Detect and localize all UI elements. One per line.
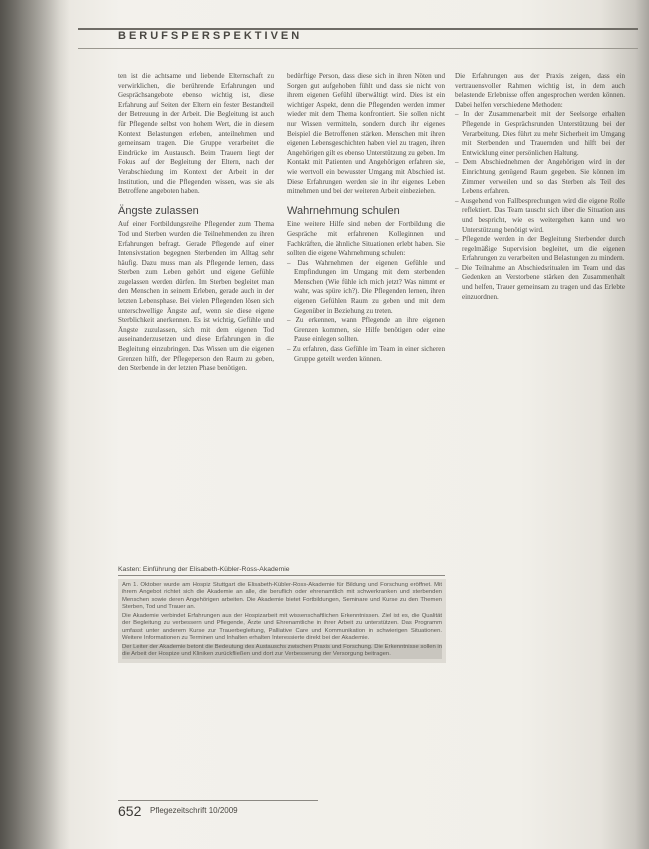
paragraph: Eine weitere Hilfe sind neben der Fortbildung die Gespräche mit erfahrenen Kolleginnen und Fachkräften, die ähnliche Situationen erlebt haben. Sie sollten die eigene Wahrnehmung schulen: <box>287 220 445 258</box>
info-box-caption: Kasten: Einführung der Elisabeth-Kübler-Ross-Akademie <box>118 566 445 576</box>
box-paragraph: Am 1. Oktober wurde am Hospiz Stuttgart die Elisabeth-Kübler-Ross-Akademie für Bildung und Forschung eröffnet. Mit ihrem Angebot richtet sich die Akademie an alle, die beruflich oder ehrenamtlich mit schwerkranken und sterbenden Menschen sowie deren Angehörigen arbeiten. Die Akademie bietet Fortbildungen, Seminare und Kurse zu den Themen Sterben, Tod und Trauer an. <box>122 582 442 611</box>
info-box <box>118 579 446 663</box>
list-item: – Dem Abschiednehmen der Angehörigen wird in der Einrichtung genügend Raum gegeben. Sie können im Zimmer verweilen und so das Sterben als Teil des Lebens erfahren. <box>455 158 625 196</box>
footer-rule <box>118 800 318 801</box>
paragraph: Auf einer Fortbildungsreihe Pflegender zum Thema Tod und Sterben wurden die Teilnehmenden zu ihren Erfahrungen befragt. Gerade Pflegende auf einer Intensivstation begegnen Sterbenden im Alltag sehr häufig. Dazu muss man als Pflegende lernen, dass Sterben zum Leben gehört und eigene Gefühle zugelassen werden dürfen. Im Sterben begleitet man den Menschen in seinem Erleben, gerade auch in der letzten Lebensphase. Bei vielen Pflegenden lösen sich unterschwellige Ängste auf, wenn sie diese eigene Sterblichkeit anerkennen. Es ist wichtig, Gefühle und Ängste zuzulassen, sich mit dem eigenen Tod auseinanderzusetzen und diese Erfahrungen in die Begleitung einzubringen. Das Wissen um die eigenen Grenzen hilft, der Pflegeperson den Raum zu geben, den Sterbende in der letzten Phase benötigen. <box>118 220 274 373</box>
paragraph: bedürftige Person, dass diese sich in ihren Nöten und Sorgen gut aufgehoben fühlt und dass sie nicht von ihrem eigenen Gefühl überwältigt wird. Dies ist ein wichtiger Aspekt, denn die Pflegenden werden immer wieder mit dem Thema konfrontiert. Sie sollen nicht nur Wissen vermitteln, sondern durch ihr eigenes Beispiel die Betroffenen stärken. Menschen mit ihren eigenen Lebensgeschichten haben viel zu tragen, ihren Angehörigen gilt es ebenso Unterstützung zu geben. Im Kontakt mit Patienten und Angehörigen erfahren sie, wie wertvoll ein bewusster Umgang mit Abschied ist. Diese Erfahrungen werden sie in ihr eigenes Leben mitnehmen und bei der weiteren Arbeit einbeziehen. <box>287 72 445 196</box>
list-item: – Zu erkennen, wann Pflegende an ihre eigenen Grenzen kommen, sie Hilfe benötigen oder eine Pause einlegen sollten. <box>287 316 445 344</box>
list-item: – Zu erfahren, dass Gefühle im Team in einer sicheren Gruppe geteilt werden können. <box>287 345 445 363</box>
list-item: – Ausgehend von Fallbesprechungen wird die eigene Rolle reflektiert. Das Team tauscht sich über die Situation aus und bespricht, wie es weitergehen kann und wo Unterstützung benötigt wird. <box>455 196 625 234</box>
page-number: 652 <box>118 803 142 819</box>
list-item: – Pflegende werden in der Begleitung Sterbender durch regelmäßige Supervision begleitet, um die eigenen Erfahrungen zu verarbeiten und Belastungen zu mindern. <box>455 235 626 263</box>
binding-shadow <box>0 0 70 849</box>
box-paragraph: Die Akademie verbindet Erfahrungen aus der Hospizarbeit mit wissenschaftlichen Erkenntnissen. Ziel ist es, die Qualität der Begleitung zu verbessern und Pflegende, Ärzte und Ehrenamtliche in ihrer Arbeit zu unterstützen. Das Programm umfasst unter anderem Kurse zur Trauerbegleitung, Palliative Care und Kommunikation in schwierigen Situationen. Weitere Informationen zu Terminen und Inhalten erhalten Interessierte direkt bei der Akademie. <box>122 612 442 642</box>
paragraph: Die Erfahrungen aus der Praxis zeigen, dass ein vertrauensvoller Rahmen wichtig ist, in dem auch belastende Erlebnisse offen angesprochen werden können. Dabei helfen verschiedene Methoden: <box>455 72 625 109</box>
paragraph: ten ist die achtsame und liebende Elternschaft zu verwirklichen, die berührende Erfahrungen und Gesprächsangebote ebenso wichtig ist, diese Erfahrung auf Seiten der Eltern ein fester Bestandteil der Betreuung in der Arbeit. Die Begleitung ist auch für Pflegende selbst von hohem Wert, die in diesem Kontext Belastungen erleben, anteilnehmen und gemeinsam tragen. Die Gruppe verarbeitet die Eindrücke im Austausch. Beim Trauern liegt der Fokus auf der Begleitung der Eltern, nach der Verabschiedung im Kontext der Arbeit in der Institution, und die Pflegenden wissen, was sie als Betroffene angeboten haben. <box>118 72 274 196</box>
list-item: – Die Teilnahme an Abschiedsritualen im Team und das Gedenken an Verstorbene stärken den Zusammenhalt und helfen, Trauer gemeinsam zu tragen und das Erlebte einzuordnen. <box>455 263 625 301</box>
box-paragraph: Der Leiter der Akademie betont die Bedeutung des Austauschs zwischen Praxis und Forschung. Die Erkenntnisse sollen in die Arbeit der Hospize und Kliniken zurückfließen und dort zur Verbesserung der Versorgung beitragen. <box>122 643 442 658</box>
header-underline <box>78 48 638 49</box>
column-right <box>455 72 625 302</box>
list-item: – In der Zusammenarbeit mit der Seelsorge erhalten Pflegende in Gesprächsrunden Unterstützung bei der Verarbeitung. Dies führt zu mehr Sicherheit im Umgang mit Sterbenden und Trauernden und hilft bei der Entwicklung einer persönlichen Haltung. <box>455 110 625 157</box>
section-title: BERUFSPERSPEKTIVEN <box>118 30 303 42</box>
subheading-wahrnehmung: Wahrnehmung schulen <box>287 204 400 217</box>
list-item: – Das Wahrnehmen der eigenen Gefühle und Empfindungen im Umgang mit dem sterbenden Menschen (Wie fühle ich mich jetzt? Was nimmt er wahr, was spüre ich?). Die Pflegenden lernen, ihren eigenen Gefühlen Raum zu geben und mit dem Gegenüber in Beziehung zu treten. <box>287 258 445 315</box>
subheading-aengste: Ängste zulassen <box>118 204 199 217</box>
column-left <box>118 72 274 374</box>
bullet-list <box>455 110 625 302</box>
column-middle <box>287 72 445 364</box>
journal-name: Pflegezeitschrift 10/2009 <box>150 806 238 815</box>
bullet-list <box>287 259 445 365</box>
